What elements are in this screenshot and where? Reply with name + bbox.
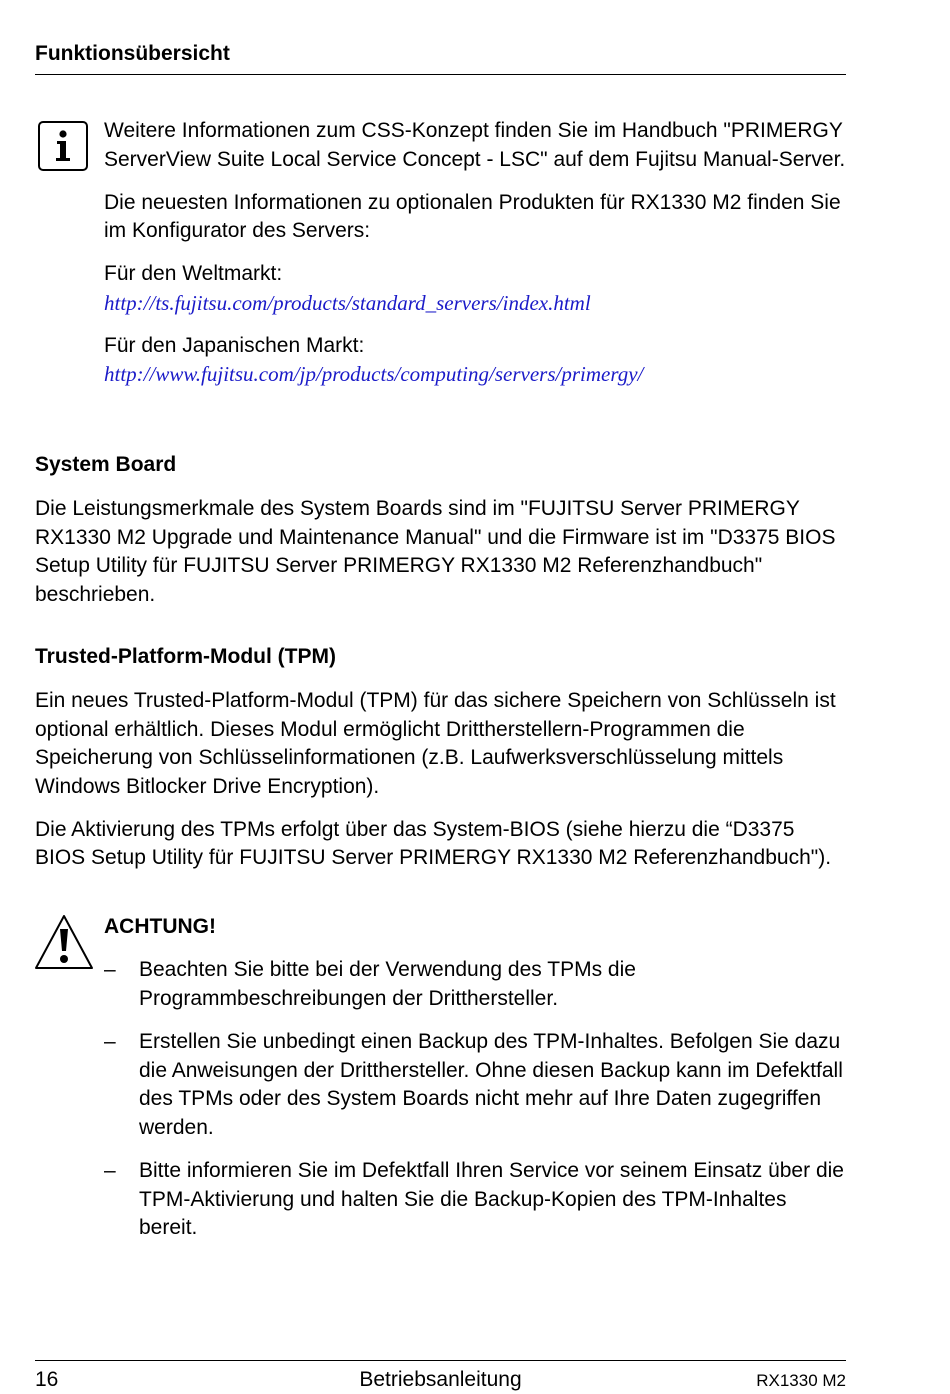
system-board-section [35,451,847,624]
info-icon [38,121,88,171]
world-market-label: Für den Weltmarkt: [104,262,283,285]
note-paragraph-products: Die neuesten Informationen zu optionalen Produkten für RX1330 M2 finden Sie im Konfigurator des Servers: [104,190,841,242]
warning-item [104,1157,849,1243]
world-market-link[interactable]: http://ts.fujitsu.com/products/standard_servers/index.html [104,290,591,315]
warning-item-text: Beachten Sie bitte bei der Verwendung des TPMs die Programmbeschreibungen der Dritthersteller. [139,958,636,1010]
note-paragraph-css: Weitere Informationen zum CSS-Konzept finden Sie im Handbuch "PRIMERGY ServerView Suite Local Service Concept - LSC" auf dem Fujitsu Manual-Server. [104,119,846,171]
list-dash: – [104,958,116,981]
page-footer [35,1360,846,1394]
warning-item-text: Bitte informieren Sie im Defektfall Ihren Service vor seinem Einsatz über die TPM-Aktivierung und halten Sie die Backup-Kopien des TPM-Inhaltes bereit. [139,1159,844,1239]
tpm-paragraph-1: Ein neues Trusted-Platform-Modul (TPM) für das sichere Speichern von Schlüsseln ist optional erhältlich. Dieses Modul ermöglicht Drittherstellern-Programmen die Speicherung von Schlüsselinformationen (z.B. Laufwerksverschlüsselung mittels Windows Bitlocker Drive Encryption). [35,689,836,798]
info-note [104,117,849,403]
warning-item [104,1028,849,1142]
tpm-heading: Trusted-Platform-Modul (TPM) [35,645,336,668]
warning-item [104,956,849,1013]
list-dash: – [104,1159,116,1182]
tpm-paragraph-2: Die Aktivierung des TPMs erfolgt über das System-BIOS (siehe hierzu die “D3375 BIOS Setup Utility für FUJITSU Server PRIMERGY RX1330 M2 Referenzhandbuch"). [35,817,832,869]
page-header-title: Funktionsübersicht [35,42,230,65]
system-board-heading: System Board [35,453,177,476]
tpm-section [35,643,847,887]
list-dash: – [104,1030,116,1053]
note-japan-market [104,332,849,389]
warning-list [104,956,849,1243]
warning-title: ACHTUNG! [104,915,216,938]
warning-item-text: Erstellen Sie unbedingt einen Backup des TPM-Inhaltes. Befolgen Sie dazu die Anweisungen der Dritthersteller. Ohne diesen Backup kann im Defektfall des TPMs oder des System Boards nicht mehr auf Ihre Daten zugegriffen werden. [139,1030,843,1139]
warning-triangle-icon [33,913,95,971]
note-world-market [104,260,849,317]
page-header [35,40,846,75]
japan-market-link[interactable]: http://www.fujitsu.com/jp/products/computing/servers/primergy/ [104,362,644,386]
model-name: RX1330 M2 [756,1371,846,1390]
page-number: 16 [35,1368,59,1391]
document-title: Betriebsanleitung [359,1368,522,1391]
system-board-text: Die Leistungsmerkmale des System Boards sind im "FUJITSU Server PRIMERGY RX1330 M2 Upgrade und Maintenance Manual" und die Firmware ist im "D3375 BIOS Setup Utility für FUJITSU Server PRIMERGY RX1330 M2 Referenzhandbuch" beschrieben. [35,497,836,606]
warning-block [104,913,849,1258]
info-glyph [53,129,73,163]
japan-market-label: Für den Japanischen Markt: [104,333,365,357]
